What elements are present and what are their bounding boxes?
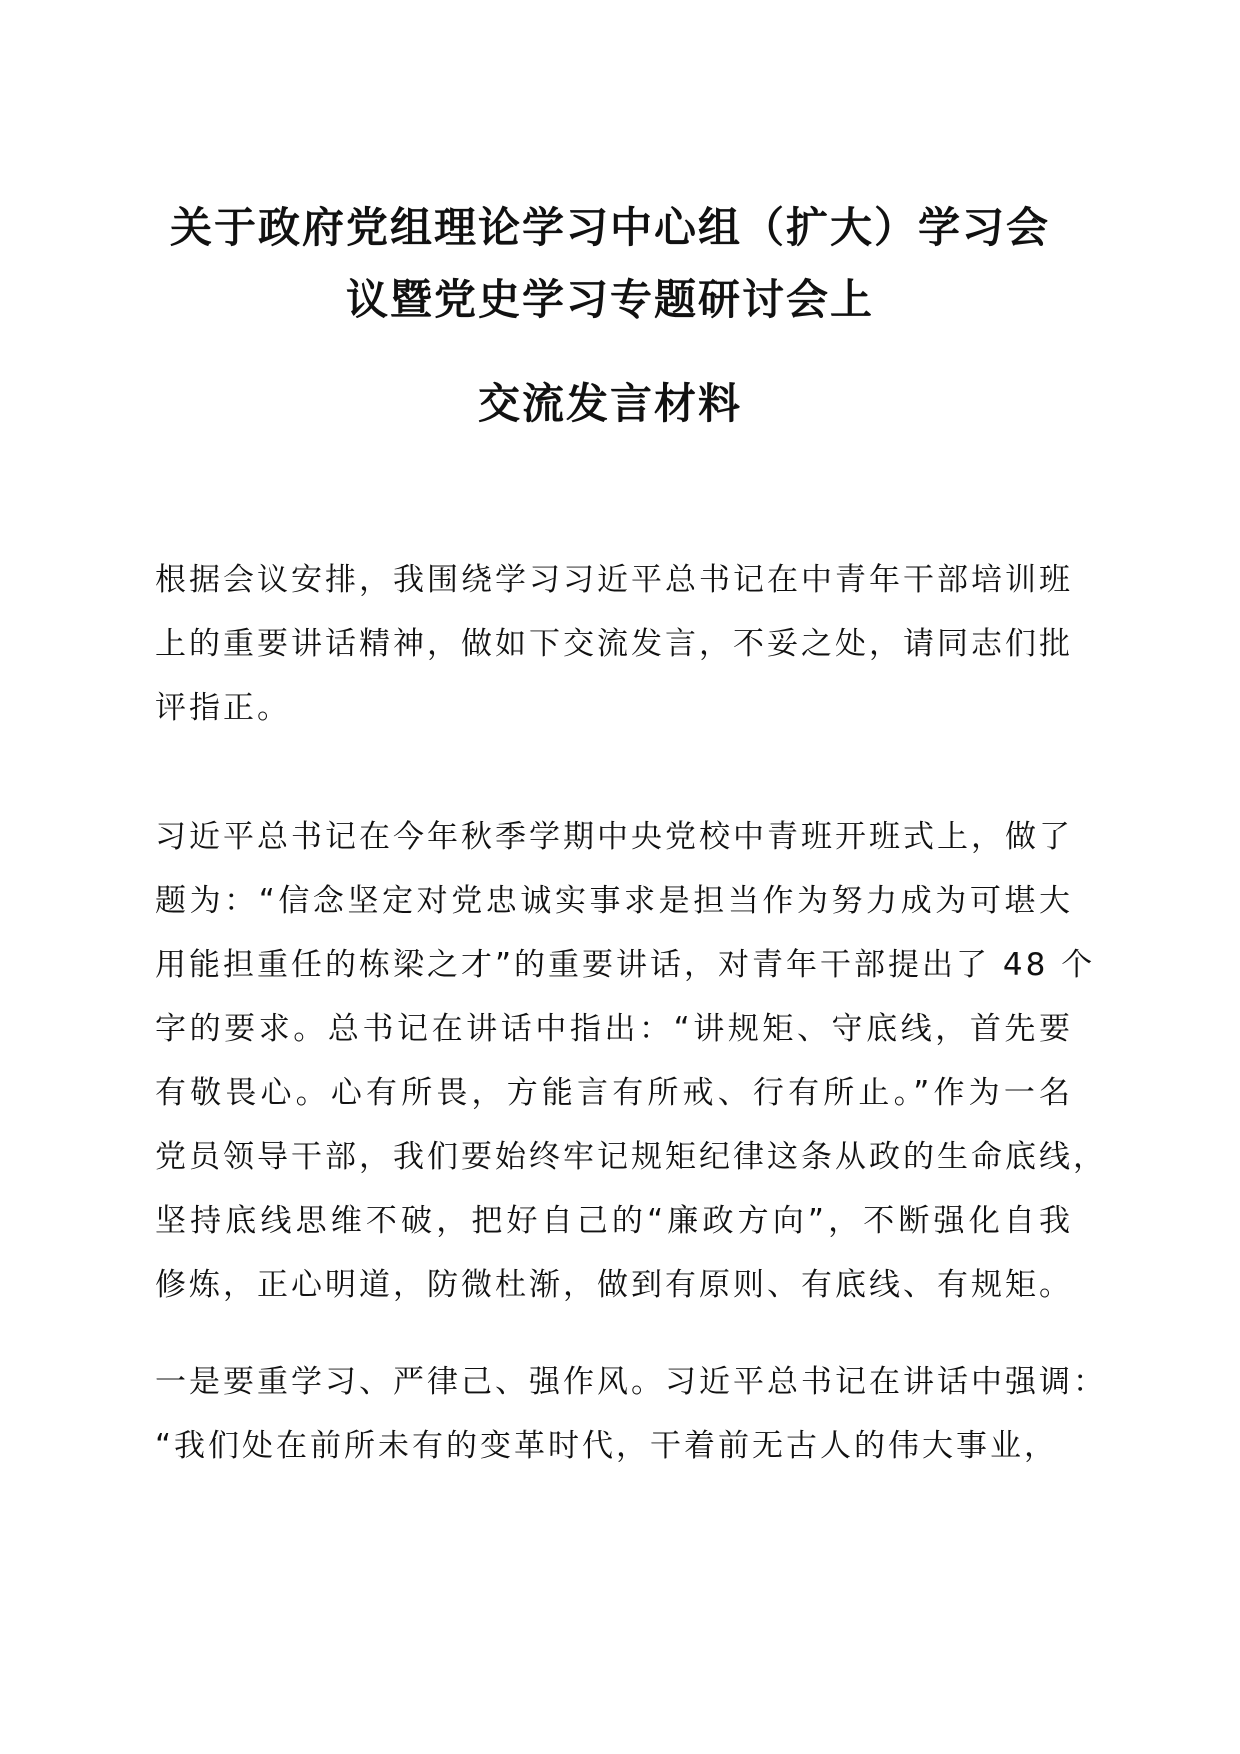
title-line-3: 交流发言材料 [477,379,742,428]
paragraph-line: 用能担重任的栋梁之才”的重要讲话，对青年干部提出了 48 个 [155,947,1096,983]
paragraph-line: 题为：“信念坚定对党忠诚实事求是担当作为努力成为可堪大 [155,883,1073,919]
document-title [140,192,1080,440]
paragraph-line: 根据会议安排，我围绕学习习近平总书记在中青年干部培训班 [155,562,1073,598]
paragraph-line: 习近平总书记在今年秋季学期中央党校中青班开班式上，做了 [155,819,1073,855]
paragraph-line: 坚持底线思维不破，把好自己的“廉政方向”，不断强化自我 [155,1203,1073,1239]
paragraph-point-one [155,1350,1107,1478]
paragraph-line: “我们处在前所未有的变革时代，干着前无古人的伟大事业， [155,1428,1059,1464]
paragraph-line: 一是要重学习、严律己、强作风。习近平总书记在讲话中强调： [155,1364,1107,1400]
paragraph-speech [155,805,1107,1317]
paragraph-line: 上的重要讲话精神，做如下交流发言，不妥之处，请同志们批 [155,626,1073,662]
paragraph-line: 修炼，正心明道，防微杜渐，做到有原则、有底线、有规矩。 [155,1267,1073,1303]
paragraph-line: 有敬畏心。心有所畏，方能言有所戒、行有所止。”作为一名 [155,1075,1073,1111]
paragraph-line: 字的要求。总书记在讲话中指出：“讲规矩、守底线，首先要 [155,1011,1073,1047]
title-line-2: 议暨党史学习专题研讨会上 [345,275,874,324]
paragraph-intro [155,548,1073,740]
paragraph-line: 党员领导干部，我们要始终牢记规矩纪律这条从政的生命底线， [155,1139,1107,1175]
paragraph-line: 评指正。 [155,690,291,726]
title-line-1: 关于政府党组理论学习中心组（扩大）学习会 [169,203,1050,252]
